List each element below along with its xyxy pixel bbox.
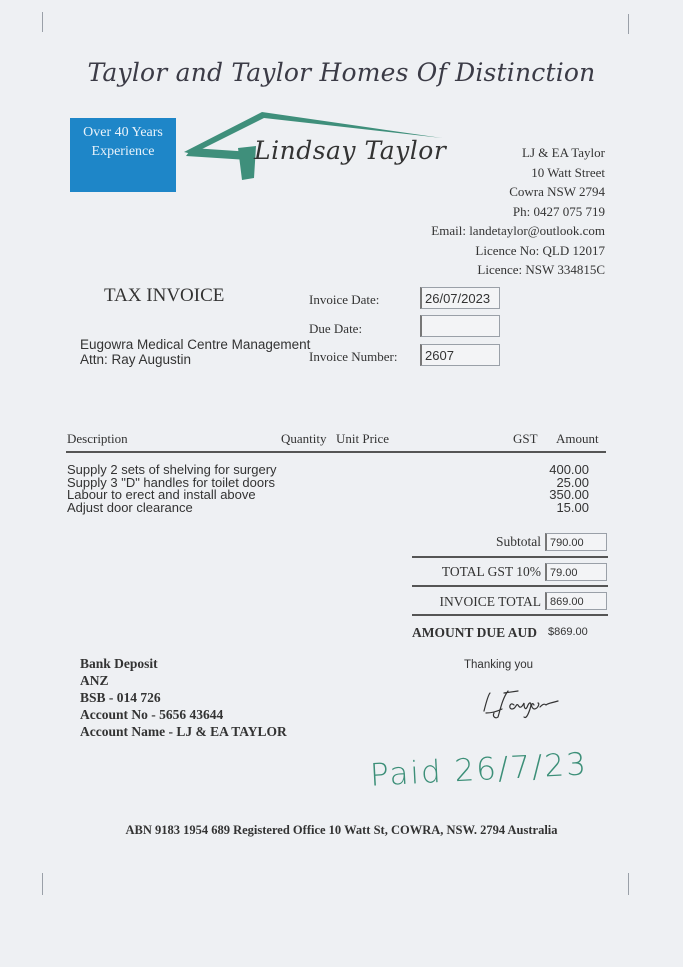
scan-mark (628, 873, 629, 895)
item-amount: 15.00 (556, 499, 589, 515)
bank-line: ANZ (80, 673, 109, 688)
bill-to-block (80, 337, 310, 367)
address-line: Ph: 0427 075 719 (512, 203, 605, 219)
bank-details (80, 655, 287, 740)
invoice-total-field: 869.00 (545, 592, 607, 610)
item-amounts (549, 464, 589, 514)
invoice-number-field: 2607 (420, 344, 500, 366)
invoice-date-label: Invoice Date: (309, 292, 380, 307)
amount-due-value: $869.00 (548, 626, 588, 638)
handwritten-signature-icon (478, 685, 568, 721)
totals-divider (412, 556, 608, 558)
item-amount: 350.00 (549, 487, 589, 502)
table-row: Labour to erect and install above (67, 487, 256, 502)
col-amount: Amount (556, 431, 599, 446)
company-address (431, 143, 605, 280)
scan-mark (42, 873, 43, 895)
col-unit-price: Unit Price (336, 431, 390, 446)
col-description: Description (67, 431, 128, 446)
table-row: Supply 3 "D" handles for toilet doors (67, 474, 275, 490)
due-date-field (420, 315, 500, 337)
scan-mark (42, 12, 43, 32)
address-line: Licence: NSW 334815C (477, 262, 605, 277)
experience-badge (70, 118, 176, 192)
footer-abn: ABN 9183 1954 689 Registered Office 10 Watt St, COWRA, NSW. 2794 Australia (125, 823, 558, 837)
badge-line-2: Experience (91, 144, 155, 159)
subtotal-field: 790.00 (545, 533, 607, 551)
gst-total-label: TOTAL GST 10% (441, 564, 541, 579)
subtotal-label: Subtotal (495, 534, 541, 549)
bill-to-attention: Attn: Ray Augustin (80, 352, 192, 367)
invoice-date-field: 26/07/2023 (420, 287, 500, 309)
table-row: Supply 2 sets of shelving for surgery (67, 462, 277, 477)
paid-handwritten-note: Paid 26/7/23 (369, 746, 589, 794)
scan-mark (628, 14, 629, 34)
col-gst: GST (513, 431, 538, 446)
address-line: Cowra NSW 2794 (509, 184, 605, 199)
table-row: Adjust door clearance (67, 499, 193, 515)
item-amount: 25.00 (556, 474, 589, 490)
invoice-number-label: Invoice Number: (309, 349, 398, 364)
header-divider (66, 451, 606, 453)
col-quantity: Quantity (281, 431, 327, 446)
due-date-label: Due Date: (309, 321, 363, 336)
bank-line: Account Name - LJ & EA TAYLOR (80, 724, 287, 739)
thanks-note: Thanking you (464, 659, 534, 671)
address-line: Email: landetaylor@outlook.com (431, 223, 605, 238)
bank-line: BSB - 014 726 (80, 690, 161, 705)
address-line: LJ & EA Taylor (522, 145, 605, 160)
gst-total-field: 79.00 (545, 563, 607, 581)
bank-line: Account No - 5656 43644 (80, 707, 224, 722)
address-line: 10 Watt Street (531, 164, 605, 180)
address-line: Licence No: QLD 12017 (475, 242, 605, 258)
item-amount: 400.00 (549, 462, 589, 477)
item-descriptions (67, 464, 277, 514)
badge-line-1: Over 40 Years (83, 125, 163, 140)
totals-divider (412, 614, 608, 616)
logo-wordmark: Lindsay Taylor (254, 136, 447, 165)
bank-line: Bank Deposit (80, 656, 158, 671)
company-title: Taylor and Taylor Homes Of Distinction (87, 58, 596, 87)
bill-to-company: Eugowra Medical Centre Management (80, 337, 311, 352)
totals-divider (412, 585, 608, 587)
amount-due-label: AMOUNT DUE AUD (412, 625, 538, 640)
invoice-total-label: INVOICE TOTAL (439, 594, 541, 609)
tax-invoice-heading: TAX INVOICE (104, 285, 225, 306)
